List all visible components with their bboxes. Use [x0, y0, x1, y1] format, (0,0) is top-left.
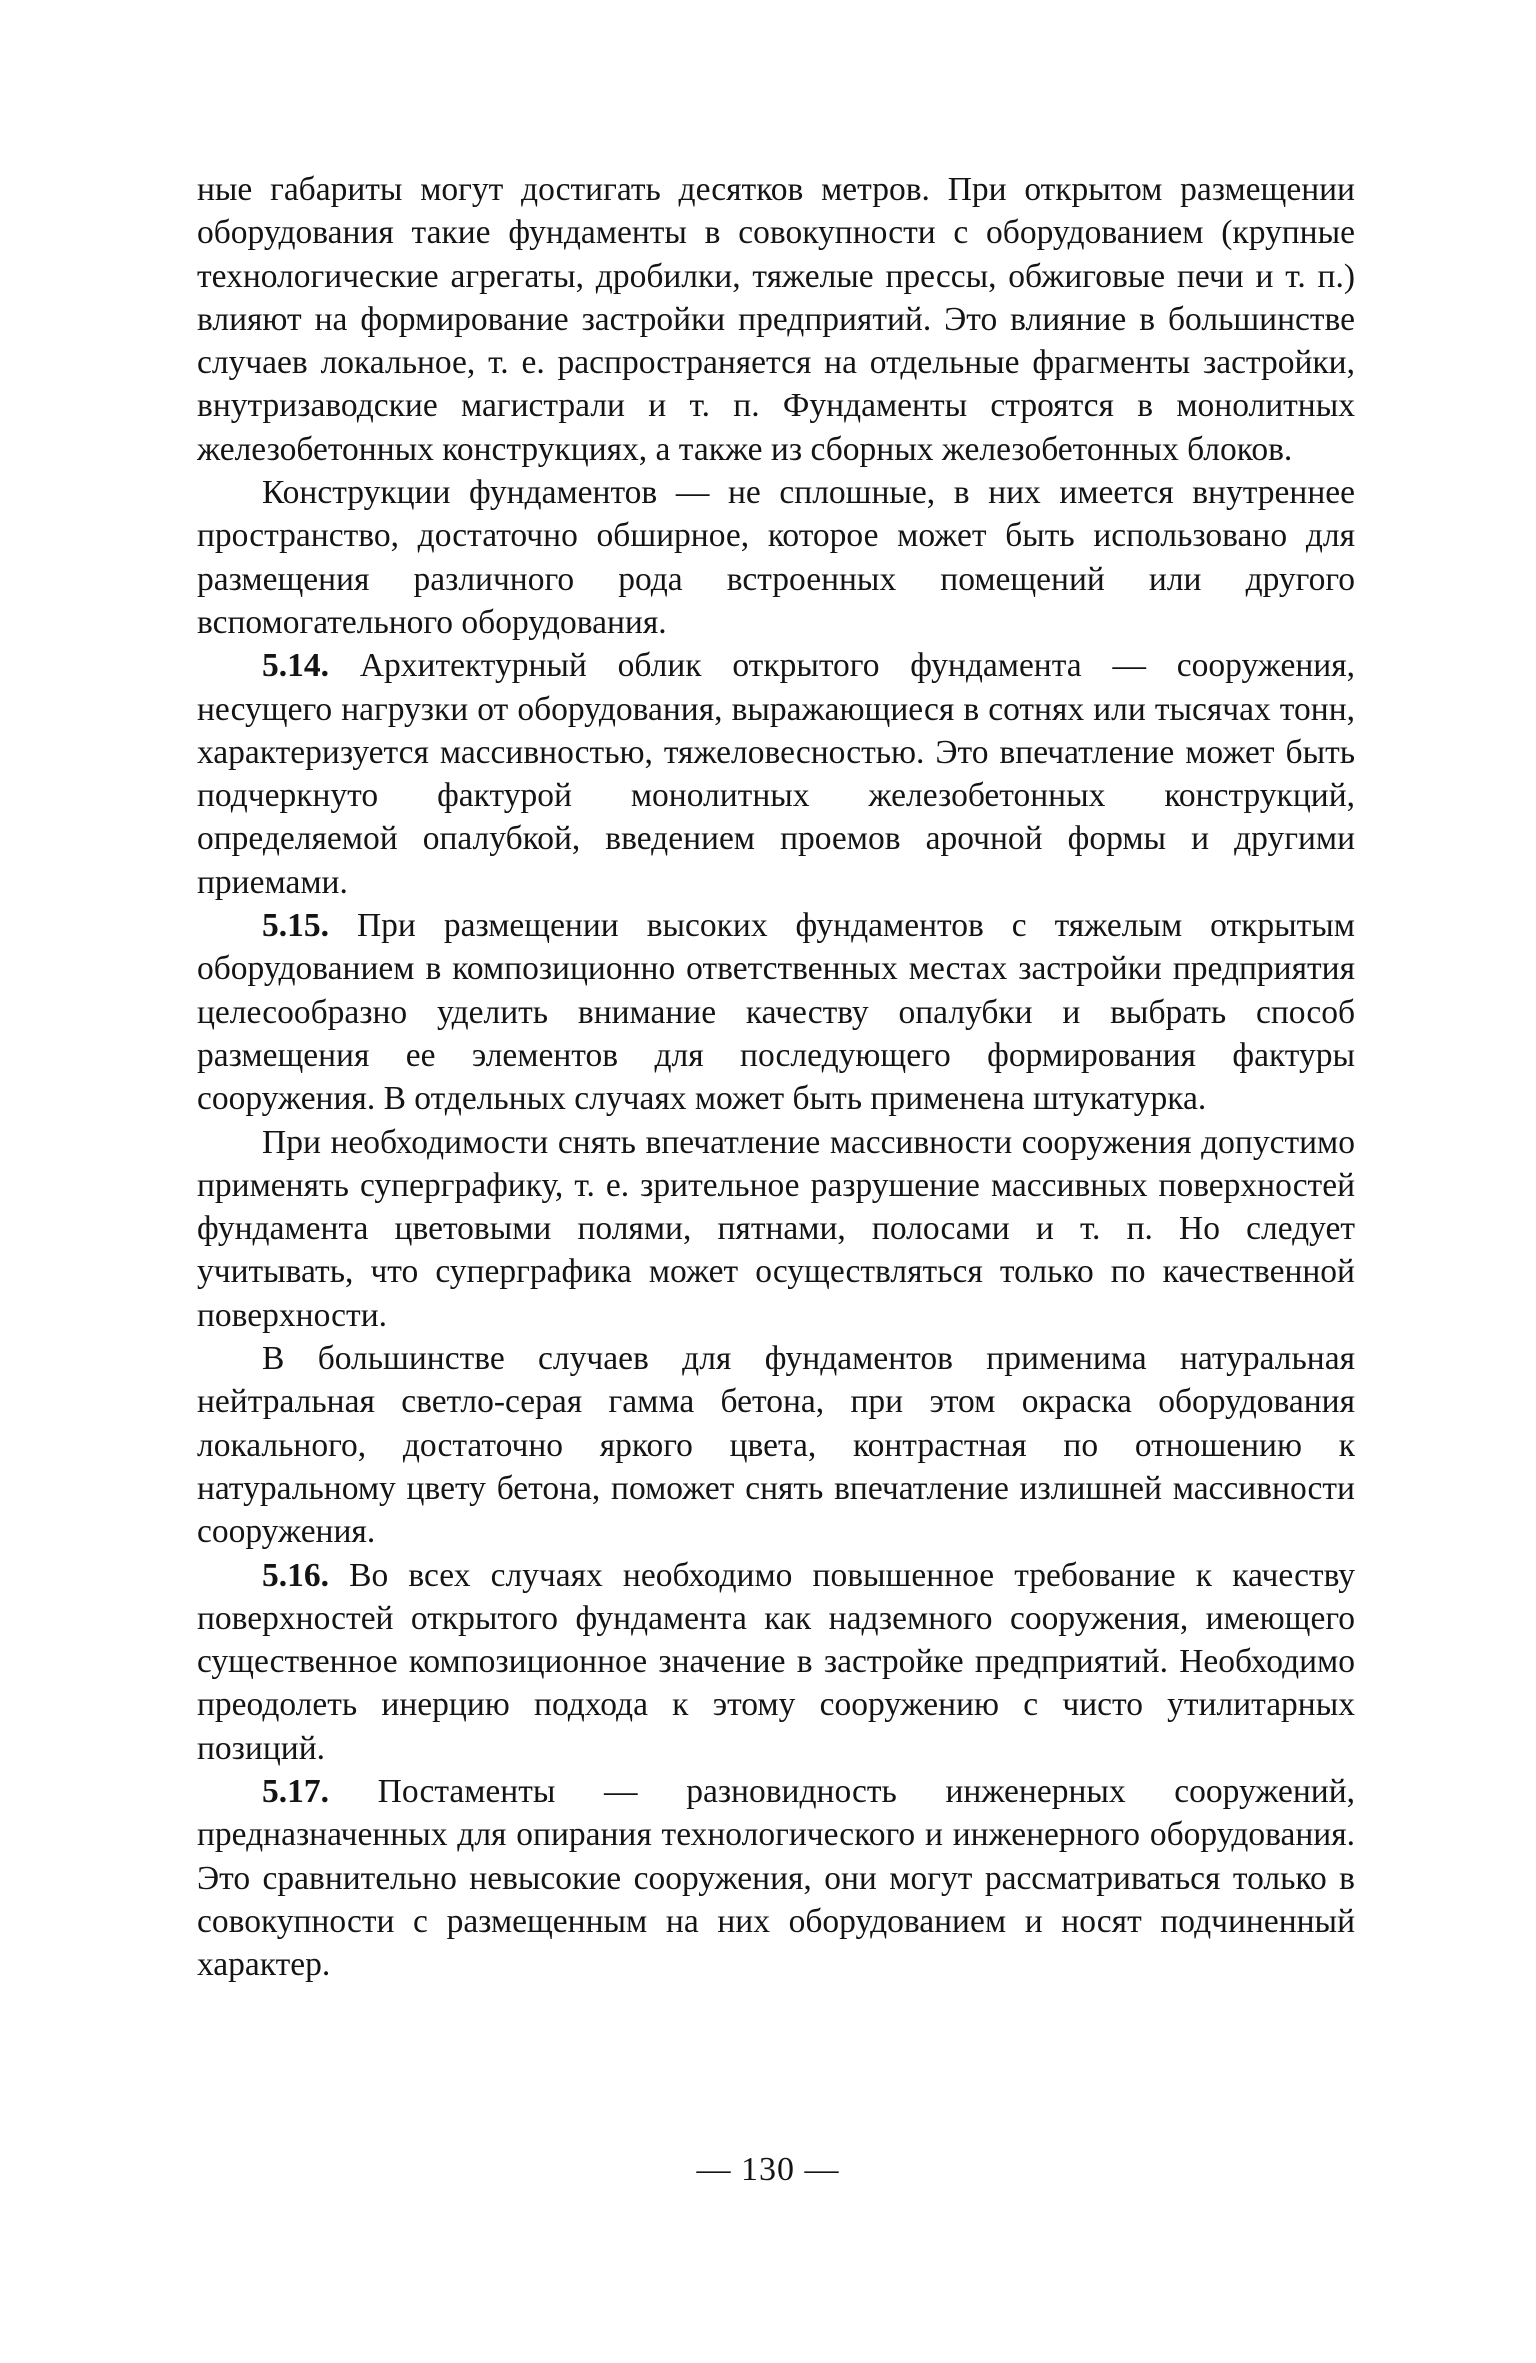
paragraph-foundation-structures: Конструкции фундаментов — не сплошные, в них имеется внутреннее пространство, достаточно обширное, которое может быть использовано для размещения различного рода встроенных помещений или другого вспомогательного оборудования. [197, 474, 1355, 641]
paragraph-text: Архитектурный облик открытого фундамента — сооружения, несущего нагрузки от оборудования, выражающиеся в сотнях или тысячах тонн, характеризуется массивностью, тяжеловесностью. Это впечатление может быть подчеркнуто фактурой монолитных железобетонных конструкций, определяемой опалубкой, введением проемов арочной формы и другими приемами. [197, 647, 1355, 901]
paragraph-supergraphics: При необходимости снять впечатление массивности сооружения допустимо применять суперграфику, т. е. зрительное разрушение массивных поверхностей фундамента цветовыми полями, пятнами, полосами и т. п. Но следует учитывать, что суперграфика может осуществляться только по качественной поверхности. [197, 1123, 1355, 1334]
paragraph-5-17 [197, 1770, 1355, 1986]
paragraph-continuation: ные габариты могут достигать десятков метров. При открытом размещении оборудования такие фундаменты в совокупности с оборудованием (крупные технологические агрегаты, дробилки, тяжелые прессы, обжиговые печи и т. п.) влияют на формирование застройки предприятий. Это влияние в большинстве случаев локальное, т. е. распространяется на отдельные фрагменты застройки, внутризаводские магистрали и т. п. Фундаменты строятся в монолитных железобетонных конструкциях, а также из сборных железобетонных блоков. [197, 171, 1355, 468]
section-number: 5.17. [262, 1772, 329, 1810]
section-number: 5.16. [262, 1556, 329, 1594]
paragraph-concrete-color: В большинстве случаев для фундаментов применима натуральная нейтральная светло-серая гамма бетона, при этом окраска оборудования локального, достаточно яркого цвета, контрастная по отношению к натуральному цвету бетона, поможет снять впечатление излишней массивности сооружения. [197, 1340, 1355, 1551]
section-number: 5.14. [262, 647, 329, 685]
paragraph-text: Во всех случаях необходимо повышенное требование к качеству поверхностей открытого фундамента как надземного сооружения, имеющего существенное композиционное значение в застройке предприятий. Необходимо преодолеть инерцию подхода к этому сооружению с чисто утилитарных позиций. [197, 1556, 1355, 1767]
page-body [197, 168, 1355, 1986]
section-number: 5.15. [262, 907, 329, 945]
paragraph-text: При размещении высоких фундаментов с тяжелым открытым оборудованием в композиционно ответственных местах застройки предприятия целесообразно уделить внимание качеству опалубки и выбрать способ размещения ее элементов для последующего формирования фактуры сооружения. В отдельных случаях может быть применена штукатурка. [197, 907, 1355, 1118]
paragraph-5-15 [197, 904, 1355, 1120]
page-number: — 130 — [696, 2151, 840, 2188]
paragraph-5-16 [197, 1554, 1355, 1770]
paragraph-text: Постаменты — разновидность инженерных сооружений, предназначенных для опирания технологического и инженерного оборудования. Это сравнительно невысокие сооружения, они могут рассматриваться только в совокупности с размещенным на них оборудованием и носят подчиненный характер. [197, 1772, 1356, 1984]
paragraph-5-14 [197, 644, 1355, 904]
